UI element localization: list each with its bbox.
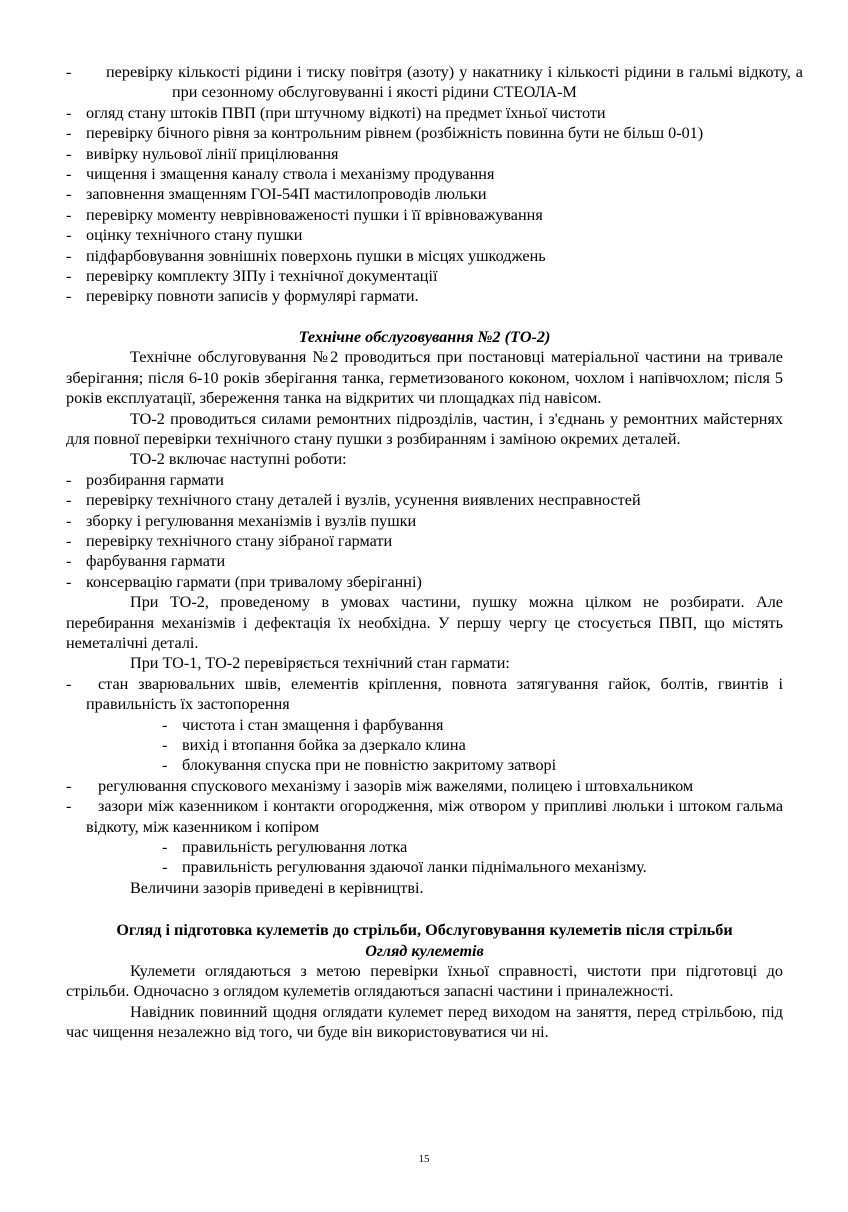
to2-works-list xyxy=(66,470,783,592)
section-heading-machine-guns: Огляд і підготовка кулеметів до стрільби, Обслуговування кулеметів після стрільби xyxy=(116,921,733,940)
list-item: - перевірку повноти записів у формулярі гармати. xyxy=(66,286,783,306)
list-item: - вихід і втопання бойка за дзеркало клина xyxy=(162,735,783,755)
list-item: - огляд стану штоків ПВП (при штучному відкоті) на предмет їхньої чистоти xyxy=(66,103,783,123)
list-item: - чистота і стан змащення і фарбування xyxy=(162,715,783,735)
paragraph: При ТО-2, проведеному в умовах частини, пушку можна цілком не розбирати. Але перебирання механізмів і дефектація їх необхідна. У першу чергу це стосується ПВП, що містять неметалічні деталі. xyxy=(66,593,783,652)
subheading-machine-gun-inspection: Огляд кулеметів xyxy=(365,941,484,960)
paragraph: Навідник повинний щодня оглядати кулемет перед виходом на заняття, перед стрільбою, під час чищення незалежно від того, чи буде він використовуватися чи ні. xyxy=(66,1002,783,1042)
list-item: - перевірку кількості рідини і тиску повітря (азоту) у накатнику і кількості рідини в гальмі відкоту, а при сезонному обслуговуванні і якості рідини СТЕОЛА-М xyxy=(66,62,783,103)
document-page xyxy=(66,62,803,1043)
list-item: - правильність регулювання лотка xyxy=(162,837,783,857)
list-item: - консервацію гармати (при тривалому зберіганні) xyxy=(66,572,783,592)
list-item: - перевірку комплекту ЗІПу і технічної документації xyxy=(66,266,783,286)
list-item: - правильність регулювання здаючої ланки піднімального механізму. xyxy=(162,857,783,877)
maintenance-list-to1 xyxy=(66,62,803,103)
list-item: - перевірку бічного рівня за контрольним рівнем (розбіжність повинна бути не більш 0-01) xyxy=(66,123,783,143)
technical-state-list-long xyxy=(66,776,783,837)
list-item: - перевірку технічного стану деталей і вузлів, усунення виявлених несправностей xyxy=(66,490,783,510)
list-item: - блокування спуска при не повністю закритому затворі xyxy=(162,755,783,775)
page-number: 15 xyxy=(418,1153,430,1165)
list-item: - зазори між казенником і контакти огородження, між отвором у припливі люльки і штоком гальма відкоту, між казенником і копіром xyxy=(66,796,783,837)
technical-state-list xyxy=(66,674,783,715)
paragraph: Кулемети оглядаються з метою перевірки їхньої справності, чистоти при підготовці до стрільби. Одночасно з оглядом кулеметів оглядаються запасні частини і приналежності. xyxy=(66,962,783,1001)
paragraph: Величини зазорів приведені в керівництві. xyxy=(130,878,424,897)
paragraph: ТО-2 включає наступні роботи: xyxy=(130,450,347,469)
list-item: - підфарбовування зовнішніх поверхонь пушки в місцях ушкоджень xyxy=(66,246,783,266)
paragraph: При ТО-1, ТО-2 перевіряється технічний стан гармати: xyxy=(130,654,510,673)
list-item: - розбирання гармати xyxy=(66,470,783,490)
list-item: - фарбування гармати xyxy=(66,551,783,571)
list-item: - чищення і змащення каналу ствола і механізму продування xyxy=(66,164,783,184)
list-item: - заповнення змащенням ГОІ-54П мастилопроводів люльки xyxy=(66,184,783,204)
list-item: - регулювання спускового механізму і зазорів між важелями, полицею і штовхальником xyxy=(66,776,783,796)
list-item: - оцінку технічного стану пушки xyxy=(66,225,783,245)
list-item: - стан зварювальних швів, елементів кріплення, повнота затягування гайок, болтів, гвинтів і правильність їх застопорення xyxy=(66,674,783,715)
list-item: - перевірку моменту неврівноваженості пушки і її врівноважування xyxy=(66,205,783,225)
list-item: - перевірку технічного стану зібраної гармати xyxy=(66,531,783,551)
paragraph: ТО-2 проводиться силами ремонтних підрозділів, частин, і з'єднань у ремонтних майстернях для повної перевірки технічного стану пушки з розбиранням і заміною окремих деталей. xyxy=(66,409,783,448)
section-heading-to2: Технічне обслуговування №2 (ТО-2) xyxy=(298,327,551,346)
technical-state-list-rest xyxy=(162,715,783,776)
list-item: - зборку і регулювання механізмів і вузлів пушки xyxy=(66,511,783,531)
list-item: - вивірку нульової лінії прицілювання xyxy=(66,144,783,164)
technical-state-list-end xyxy=(162,837,783,878)
maintenance-list-to1-rest xyxy=(66,103,783,307)
paragraph: Технічне обслуговування №2 проводиться при постановці матеріальної частини на тривале зберігання; після 6-10 років зберігання танка, герметизованого коконом, чохлом і напівчохлом; після 5 років експлуатації, збереження танка на відкритих чи площадках під навісом. xyxy=(66,348,783,408)
